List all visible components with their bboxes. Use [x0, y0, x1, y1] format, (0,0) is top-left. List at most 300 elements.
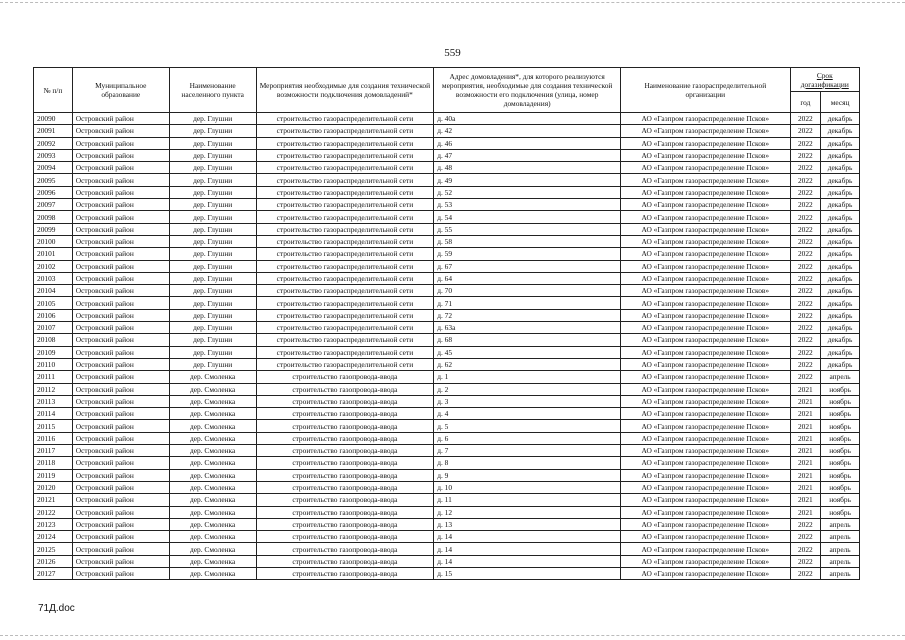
cell-municipality: Островский район: [72, 260, 169, 272]
cell-year: 2022: [790, 186, 821, 198]
cell-municipality: Островский район: [72, 334, 169, 346]
cell-year: 2021: [790, 383, 821, 395]
cell-settlement: дер. Глушни: [169, 137, 256, 149]
cell-num: 20109: [34, 346, 73, 358]
cell-measure: строительство газораспределительной сети: [256, 211, 434, 223]
cell-address: д. 59: [434, 248, 621, 260]
cell-year: 2022: [790, 285, 821, 297]
cell-month: декабрь: [821, 334, 860, 346]
cell-measure: строительство газораспределительной сети: [256, 334, 434, 346]
cell-measure: строительство газораспределительной сети: [256, 235, 434, 247]
cell-organization: АО «Газпром газораспределение Псков»: [621, 272, 790, 284]
gasification-table: [33, 67, 860, 580]
table-row: [34, 531, 860, 543]
cell-year: 2021: [790, 445, 821, 457]
cell-organization: АО «Газпром газораспределение Псков»: [621, 162, 790, 174]
cell-settlement: дер. Смоленка: [169, 420, 256, 432]
cell-address: д. 10: [434, 481, 621, 493]
cell-num: 20108: [34, 334, 73, 346]
table-row: [34, 457, 860, 469]
cell-measure: строительство газораспределительной сети: [256, 285, 434, 297]
cell-municipality: Островский район: [72, 395, 169, 407]
cell-month: декабрь: [821, 149, 860, 161]
table-row: [34, 432, 860, 444]
cell-settlement: дер. Глушни: [169, 211, 256, 223]
cell-organization: АО «Газпром газораспределение Псков»: [621, 186, 790, 198]
cell-settlement: дер. Смоленка: [169, 518, 256, 530]
table-row: [34, 309, 860, 321]
table-row: [34, 346, 860, 358]
cell-measure: строительство газораспределительной сети: [256, 272, 434, 284]
cell-organization: АО «Газпром газораспределение Псков»: [621, 371, 790, 383]
cell-month: апрель: [821, 371, 860, 383]
table-row: [34, 408, 860, 420]
cell-settlement: дер. Смоленка: [169, 567, 256, 579]
cell-organization: АО «Газпром газораспределение Псков»: [621, 248, 790, 260]
cell-settlement: дер. Глушни: [169, 309, 256, 321]
table-row: [34, 297, 860, 309]
cell-month: ноябрь: [821, 469, 860, 481]
cell-year: 2021: [790, 481, 821, 493]
cell-measure: строительство газораспределительной сети: [256, 186, 434, 198]
table-row: [34, 518, 860, 530]
cell-year: 2022: [790, 260, 821, 272]
cell-address: д. 15: [434, 567, 621, 579]
cell-num: 20105: [34, 297, 73, 309]
table-row: [34, 371, 860, 383]
cell-municipality: Островский район: [72, 543, 169, 555]
cell-address: д. 2: [434, 383, 621, 395]
cell-address: д. 47: [434, 149, 621, 161]
cell-municipality: Островский район: [72, 186, 169, 198]
cell-month: декабрь: [821, 272, 860, 284]
cell-num: 20097: [34, 199, 73, 211]
cell-organization: АО «Газпром газораспределение Псков»: [621, 567, 790, 579]
cell-settlement: дер. Глушни: [169, 322, 256, 334]
cell-num: 20126: [34, 555, 73, 567]
cell-measure: строительство газопровода-ввода: [256, 420, 434, 432]
cell-settlement: дер. Глушни: [169, 248, 256, 260]
cell-settlement: дер. Смоленка: [169, 506, 256, 518]
cell-num: 20091: [34, 125, 73, 137]
cell-settlement: дер. Смоленка: [169, 432, 256, 444]
document-filename: 71Д.doc: [38, 603, 75, 614]
cell-organization: АО «Газпром газораспределение Псков»: [621, 543, 790, 555]
cell-settlement: дер. Глушни: [169, 272, 256, 284]
cell-address: д. 14: [434, 543, 621, 555]
cell-num: 20122: [34, 506, 73, 518]
cell-address: д. 9: [434, 469, 621, 481]
cell-address: д. 63а: [434, 322, 621, 334]
cell-address: д. 4: [434, 408, 621, 420]
cell-num: 20101: [34, 248, 73, 260]
cell-municipality: Островский район: [72, 137, 169, 149]
cell-address: д. 13: [434, 518, 621, 530]
cell-municipality: Островский район: [72, 481, 169, 493]
cell-year: 2021: [790, 432, 821, 444]
cell-municipality: Островский район: [72, 272, 169, 284]
cell-num: 20124: [34, 531, 73, 543]
cell-year: 2021: [790, 395, 821, 407]
cell-year: 2022: [790, 322, 821, 334]
cell-address: д. 67: [434, 260, 621, 272]
table-row: [34, 174, 860, 186]
cell-year: 2022: [790, 199, 821, 211]
table-row: [34, 113, 860, 125]
cell-organization: АО «Газпром газораспределение Псков»: [621, 432, 790, 444]
cell-address: д. 71: [434, 297, 621, 309]
table-row: [34, 260, 860, 272]
cell-measure: строительство газопровода-ввода: [256, 567, 434, 579]
scan-edge-top: [0, 2, 905, 4]
cell-year: 2022: [790, 211, 821, 223]
header-measures: Мероприятия необходимые для создания технической возможности подключения домовладений*: [256, 68, 434, 113]
cell-municipality: Островский район: [72, 199, 169, 211]
header-year: год: [790, 92, 821, 113]
cell-organization: АО «Газпром газораспределение Псков»: [621, 260, 790, 272]
cell-municipality: Островский район: [72, 518, 169, 530]
cell-month: ноябрь: [821, 481, 860, 493]
cell-month: декабрь: [821, 113, 860, 125]
cell-settlement: дер. Смоленка: [169, 555, 256, 567]
cell-organization: АО «Газпром газораспределение Псков»: [621, 334, 790, 346]
cell-settlement: дер. Смоленка: [169, 395, 256, 407]
cell-settlement: дер. Смоленка: [169, 543, 256, 555]
cell-organization: АО «Газпром газораспределение Псков»: [621, 457, 790, 469]
cell-measure: строительство газораспределительной сети: [256, 322, 434, 334]
cell-municipality: Островский район: [72, 494, 169, 506]
table-row: [34, 149, 860, 161]
cell-num: 20114: [34, 408, 73, 420]
cell-num: 20110: [34, 358, 73, 370]
cell-municipality: Островский район: [72, 285, 169, 297]
cell-organization: АО «Газпром газораспределение Псков»: [621, 358, 790, 370]
cell-year: 2022: [790, 162, 821, 174]
cell-month: декабрь: [821, 223, 860, 235]
cell-municipality: Островский район: [72, 457, 169, 469]
cell-year: 2022: [790, 567, 821, 579]
cell-num: 20117: [34, 445, 73, 457]
cell-year: 2022: [790, 531, 821, 543]
header-settlement: Наименование населенного пункта: [169, 68, 256, 113]
cell-year: 2022: [790, 235, 821, 247]
cell-address: д. 40а: [434, 113, 621, 125]
cell-settlement: дер. Смоленка: [169, 371, 256, 383]
cell-organization: АО «Газпром газораспределение Псков»: [621, 125, 790, 137]
cell-measure: строительство газопровода-ввода: [256, 383, 434, 395]
cell-organization: АО «Газпром газораспределение Псков»: [621, 395, 790, 407]
cell-municipality: Островский район: [72, 445, 169, 457]
cell-measure: строительство газопровода-ввода: [256, 371, 434, 383]
cell-year: 2021: [790, 408, 821, 420]
cell-month: ноябрь: [821, 395, 860, 407]
cell-address: д. 5: [434, 420, 621, 432]
cell-year: 2022: [790, 371, 821, 383]
table-row: [34, 420, 860, 432]
cell-month: декабрь: [821, 358, 860, 370]
cell-num: 20106: [34, 309, 73, 321]
cell-measure: строительство газопровода-ввода: [256, 395, 434, 407]
cell-municipality: Островский район: [72, 469, 169, 481]
cell-measure: строительство газораспределительной сети: [256, 223, 434, 235]
cell-address: д. 42: [434, 125, 621, 137]
cell-address: д. 8: [434, 457, 621, 469]
header-term: Срок догазификации: [790, 68, 859, 92]
header-organization: Наименование газораспределительной организации: [621, 68, 790, 113]
cell-month: декабрь: [821, 235, 860, 247]
cell-measure: строительство газораспределительной сети: [256, 149, 434, 161]
table-row: [34, 322, 860, 334]
cell-municipality: Островский район: [72, 420, 169, 432]
table-row: [34, 137, 860, 149]
cell-address: д. 12: [434, 506, 621, 518]
cell-address: д. 11: [434, 494, 621, 506]
cell-municipality: Островский район: [72, 162, 169, 174]
cell-year: 2022: [790, 149, 821, 161]
cell-organization: АО «Газпром газораспределение Псков»: [621, 297, 790, 309]
cell-settlement: дер. Смоленка: [169, 445, 256, 457]
cell-month: ноябрь: [821, 432, 860, 444]
cell-num: 20116: [34, 432, 73, 444]
cell-measure: строительство газораспределительной сети: [256, 174, 434, 186]
cell-month: апрель: [821, 531, 860, 543]
cell-address: д. 64: [434, 272, 621, 284]
cell-month: декабрь: [821, 125, 860, 137]
table-row: [34, 248, 860, 260]
cell-address: д. 48: [434, 162, 621, 174]
cell-organization: АО «Газпром газораспределение Псков»: [621, 481, 790, 493]
cell-municipality: Островский район: [72, 223, 169, 235]
cell-address: д. 46: [434, 137, 621, 149]
cell-month: декабрь: [821, 297, 860, 309]
cell-address: д. 6: [434, 432, 621, 444]
cell-measure: строительство газораспределительной сети: [256, 113, 434, 125]
cell-num: 20125: [34, 543, 73, 555]
cell-address: д. 58: [434, 235, 621, 247]
cell-organization: АО «Газпром газораспределение Псков»: [621, 149, 790, 161]
cell-address: д. 14: [434, 555, 621, 567]
cell-municipality: Островский район: [72, 408, 169, 420]
cell-municipality: Островский район: [72, 309, 169, 321]
cell-settlement: дер. Смоленка: [169, 481, 256, 493]
table-row: [34, 506, 860, 518]
cell-year: 2022: [790, 174, 821, 186]
cell-year: 2022: [790, 125, 821, 137]
cell-municipality: Островский район: [72, 113, 169, 125]
cell-settlement: дер. Смоленка: [169, 494, 256, 506]
cell-year: 2022: [790, 113, 821, 125]
cell-num: 20094: [34, 162, 73, 174]
cell-address: д. 54: [434, 211, 621, 223]
cell-num: 20090: [34, 113, 73, 125]
cell-month: декабрь: [821, 199, 860, 211]
cell-organization: АО «Газпром газораспределение Псков»: [621, 445, 790, 457]
cell-measure: строительство газораспределительной сети: [256, 199, 434, 211]
cell-num: 20121: [34, 494, 73, 506]
cell-month: апрель: [821, 518, 860, 530]
cell-month: ноябрь: [821, 408, 860, 420]
cell-num: 20104: [34, 285, 73, 297]
table-row: [34, 186, 860, 198]
cell-measure: строительство газопровода-ввода: [256, 494, 434, 506]
cell-measure: строительство газопровода-ввода: [256, 555, 434, 567]
page-number: 559: [444, 47, 461, 59]
cell-num: 20095: [34, 174, 73, 186]
header-num: № п/п: [34, 68, 73, 113]
table-row: [34, 199, 860, 211]
cell-year: 2021: [790, 469, 821, 481]
cell-organization: АО «Газпром газораспределение Псков»: [621, 174, 790, 186]
cell-settlement: дер. Глушни: [169, 149, 256, 161]
cell-month: декабрь: [821, 186, 860, 198]
cell-organization: АО «Газпром газораспределение Псков»: [621, 555, 790, 567]
cell-settlement: дер. Глушни: [169, 186, 256, 198]
cell-year: 2022: [790, 543, 821, 555]
cell-year: 2022: [790, 297, 821, 309]
table-row: [34, 395, 860, 407]
cell-municipality: Островский район: [72, 174, 169, 186]
cell-organization: АО «Газпром газораспределение Псков»: [621, 309, 790, 321]
cell-month: ноябрь: [821, 420, 860, 432]
cell-month: декабрь: [821, 260, 860, 272]
cell-measure: строительство газопровода-ввода: [256, 408, 434, 420]
table-row: [34, 469, 860, 481]
cell-settlement: дер. Смоленка: [169, 457, 256, 469]
cell-num: 20093: [34, 149, 73, 161]
cell-year: 2022: [790, 248, 821, 260]
cell-year: 2021: [790, 420, 821, 432]
cell-municipality: Островский район: [72, 358, 169, 370]
cell-year: 2022: [790, 309, 821, 321]
cell-measure: строительство газораспределительной сети: [256, 309, 434, 321]
cell-address: д. 14: [434, 531, 621, 543]
cell-organization: АО «Газпром газораспределение Псков»: [621, 137, 790, 149]
cell-organization: АО «Газпром газораспределение Псков»: [621, 346, 790, 358]
cell-address: д. 53: [434, 199, 621, 211]
cell-address: д. 68: [434, 334, 621, 346]
table-row: [34, 383, 860, 395]
cell-organization: АО «Газпром газораспределение Псков»: [621, 113, 790, 125]
cell-year: 2022: [790, 137, 821, 149]
cell-num: 20111: [34, 371, 73, 383]
table-row: [34, 555, 860, 567]
cell-address: д. 49: [434, 174, 621, 186]
cell-organization: АО «Газпром газораспределение Псков»: [621, 420, 790, 432]
cell-year: 2022: [790, 272, 821, 284]
cell-month: декабрь: [821, 322, 860, 334]
cell-address: д. 72: [434, 309, 621, 321]
cell-month: декабрь: [821, 309, 860, 321]
cell-month: апрель: [821, 543, 860, 555]
cell-month: ноябрь: [821, 494, 860, 506]
cell-measure: строительство газопровода-ввода: [256, 543, 434, 555]
cell-num: 20119: [34, 469, 73, 481]
cell-num: 20096: [34, 186, 73, 198]
cell-measure: строительство газораспределительной сети: [256, 297, 434, 309]
cell-num: 20123: [34, 518, 73, 530]
cell-month: декабрь: [821, 137, 860, 149]
cell-organization: АО «Газпром газораспределение Псков»: [621, 408, 790, 420]
cell-year: 2021: [790, 494, 821, 506]
cell-settlement: дер. Глушни: [169, 358, 256, 370]
cell-month: декабрь: [821, 211, 860, 223]
header-address: Адрес домовладения*, для которого реализуются мероприятия, необходимые для создания технической возможности его подключения (улица, номер домовладения): [434, 68, 621, 113]
cell-num: 20099: [34, 223, 73, 235]
cell-measure: строительство газораспределительной сети: [256, 162, 434, 174]
cell-address: д. 62: [434, 358, 621, 370]
cell-settlement: дер. Глушни: [169, 174, 256, 186]
cell-settlement: дер. Глушни: [169, 235, 256, 247]
table-row: [34, 223, 860, 235]
cell-num: 20100: [34, 235, 73, 247]
cell-measure: строительство газораспределительной сети: [256, 125, 434, 137]
cell-address: д. 70: [434, 285, 621, 297]
cell-month: ноябрь: [821, 457, 860, 469]
cell-measure: строительство газопровода-ввода: [256, 469, 434, 481]
cell-measure: строительство газопровода-ввода: [256, 457, 434, 469]
cell-settlement: дер. Глушни: [169, 260, 256, 272]
cell-organization: АО «Газпром газораспределение Псков»: [621, 469, 790, 481]
table-row: [34, 358, 860, 370]
cell-organization: АО «Газпром газораспределение Псков»: [621, 494, 790, 506]
cell-settlement: дер. Глушни: [169, 125, 256, 137]
cell-num: 20118: [34, 457, 73, 469]
cell-month: ноябрь: [821, 383, 860, 395]
table-row: [34, 162, 860, 174]
cell-year: 2022: [790, 334, 821, 346]
cell-num: 20092: [34, 137, 73, 149]
table-body: [34, 113, 860, 580]
cell-year: 2021: [790, 457, 821, 469]
table-row: [34, 125, 860, 137]
table-row: [34, 445, 860, 457]
cell-municipality: Островский район: [72, 371, 169, 383]
cell-address: д. 45: [434, 346, 621, 358]
cell-num: 20112: [34, 383, 73, 395]
cell-measure: строительство газопровода-ввода: [256, 518, 434, 530]
cell-measure: строительство газораспределительной сети: [256, 137, 434, 149]
cell-municipality: Островский район: [72, 149, 169, 161]
cell-measure: строительство газопровода-ввода: [256, 445, 434, 457]
cell-num: 20102: [34, 260, 73, 272]
cell-municipality: Островский район: [72, 567, 169, 579]
cell-month: декабрь: [821, 248, 860, 260]
cell-year: 2021: [790, 506, 821, 518]
cell-settlement: дер. Смоленка: [169, 408, 256, 420]
cell-measure: строительство газораспределительной сети: [256, 248, 434, 260]
table-row: [34, 285, 860, 297]
cell-municipality: Островский район: [72, 555, 169, 567]
cell-month: апрель: [821, 567, 860, 579]
cell-num: 20107: [34, 322, 73, 334]
cell-measure: строительство газопровода-ввода: [256, 531, 434, 543]
cell-municipality: Островский район: [72, 211, 169, 223]
cell-num: 20103: [34, 272, 73, 284]
table-row: [34, 235, 860, 247]
cell-measure: строительство газораспределительной сети: [256, 346, 434, 358]
table-row: [34, 494, 860, 506]
table-row: [34, 272, 860, 284]
cell-settlement: дер. Глушни: [169, 297, 256, 309]
cell-municipality: Островский район: [72, 506, 169, 518]
table-row: [34, 334, 860, 346]
cell-municipality: Островский район: [72, 531, 169, 543]
cell-settlement: дер. Глушни: [169, 346, 256, 358]
cell-year: 2022: [790, 346, 821, 358]
cell-settlement: дер. Глушни: [169, 113, 256, 125]
cell-address: д. 52: [434, 186, 621, 198]
cell-year: 2022: [790, 223, 821, 235]
